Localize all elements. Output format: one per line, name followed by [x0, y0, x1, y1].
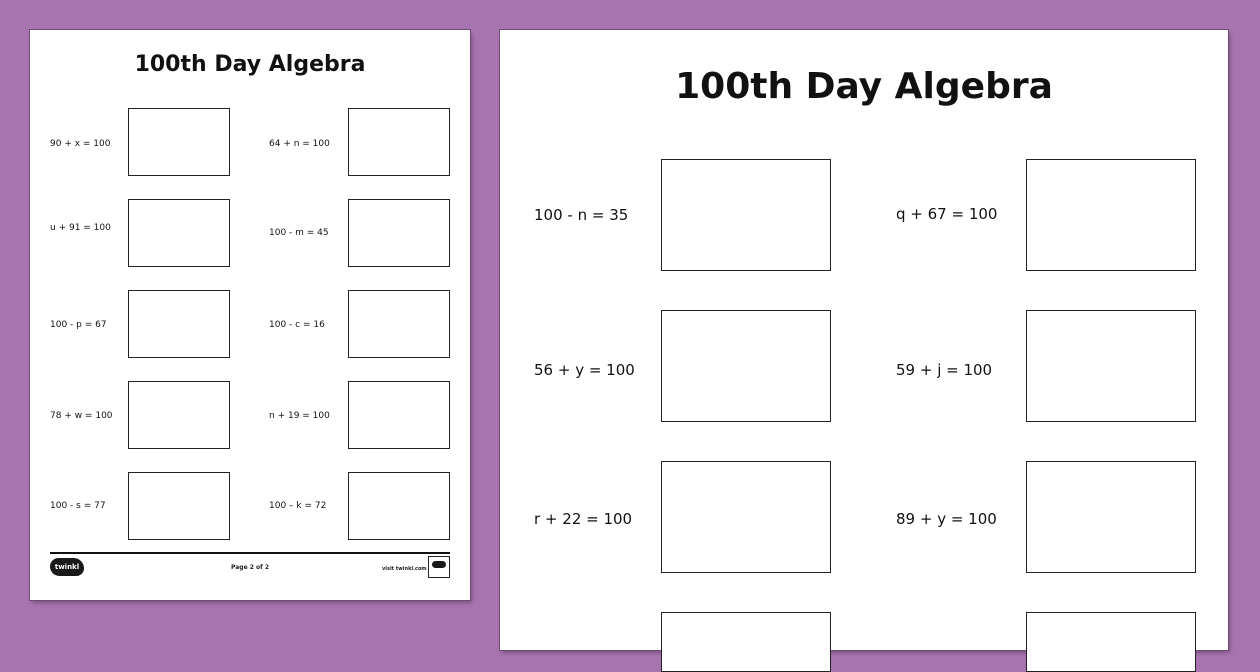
answer-box[interactable] [348, 381, 450, 449]
equation-label: 90 + x = 100 [50, 139, 111, 149]
answer-box[interactable] [1026, 461, 1196, 573]
answer-box[interactable] [348, 472, 450, 540]
answer-box[interactable] [128, 199, 230, 267]
equation-label: r + 22 = 100 [534, 510, 633, 528]
equation-label: 59 + j = 100 [896, 361, 993, 379]
equation-label: 100 - c = 16 [269, 320, 325, 330]
answer-box[interactable] [348, 108, 450, 176]
equation-label: 100 - p = 67 [50, 320, 107, 330]
worksheet-page-1 [500, 30, 1228, 650]
answer-box[interactable] [348, 290, 450, 358]
answer-box[interactable] [661, 461, 831, 573]
worksheet-title: 100th Day Algebra [134, 52, 366, 77]
equation-label: 100 – k = 72 [269, 501, 327, 511]
answer-box[interactable] [128, 381, 230, 449]
worksheet-title: 100th Day Algebra [675, 66, 1053, 107]
equation-label: 100 - n = 35 [534, 206, 629, 224]
answer-box[interactable] [348, 199, 450, 267]
answer-box[interactable] [1026, 159, 1196, 271]
answer-box[interactable] [128, 290, 230, 358]
answer-box[interactable] [661, 159, 831, 271]
answer-box[interactable] [661, 310, 831, 422]
answer-box[interactable] [128, 472, 230, 540]
footer-divider [50, 552, 450, 554]
page-number: Page 2 of 2 [231, 564, 269, 571]
worksheet-page-2 [30, 30, 470, 600]
answer-box[interactable] [1026, 310, 1196, 422]
twinkl-logo-icon: twinkl [50, 558, 84, 576]
visit-link[interactable]: visit twinkl.com [382, 566, 427, 572]
equation-label: q + 67 = 100 [896, 205, 998, 223]
answer-box[interactable] [1026, 612, 1196, 672]
equation-label: 100 - s = 77 [50, 501, 106, 511]
answer-box[interactable] [128, 108, 230, 176]
equation-label: 56 + y = 100 [534, 361, 635, 379]
answer-box[interactable] [661, 612, 831, 672]
equation-label: 100 - m = 45 [269, 228, 329, 238]
equation-label: 89 + y = 100 [896, 510, 997, 528]
equation-label: 78 + w = 100 [50, 411, 113, 421]
equation-label: n + 19 = 100 [269, 411, 330, 421]
equation-label: 64 + n = 100 [269, 139, 330, 149]
equation-label: u + 91 = 100 [50, 223, 111, 233]
badge-icon [428, 556, 450, 578]
